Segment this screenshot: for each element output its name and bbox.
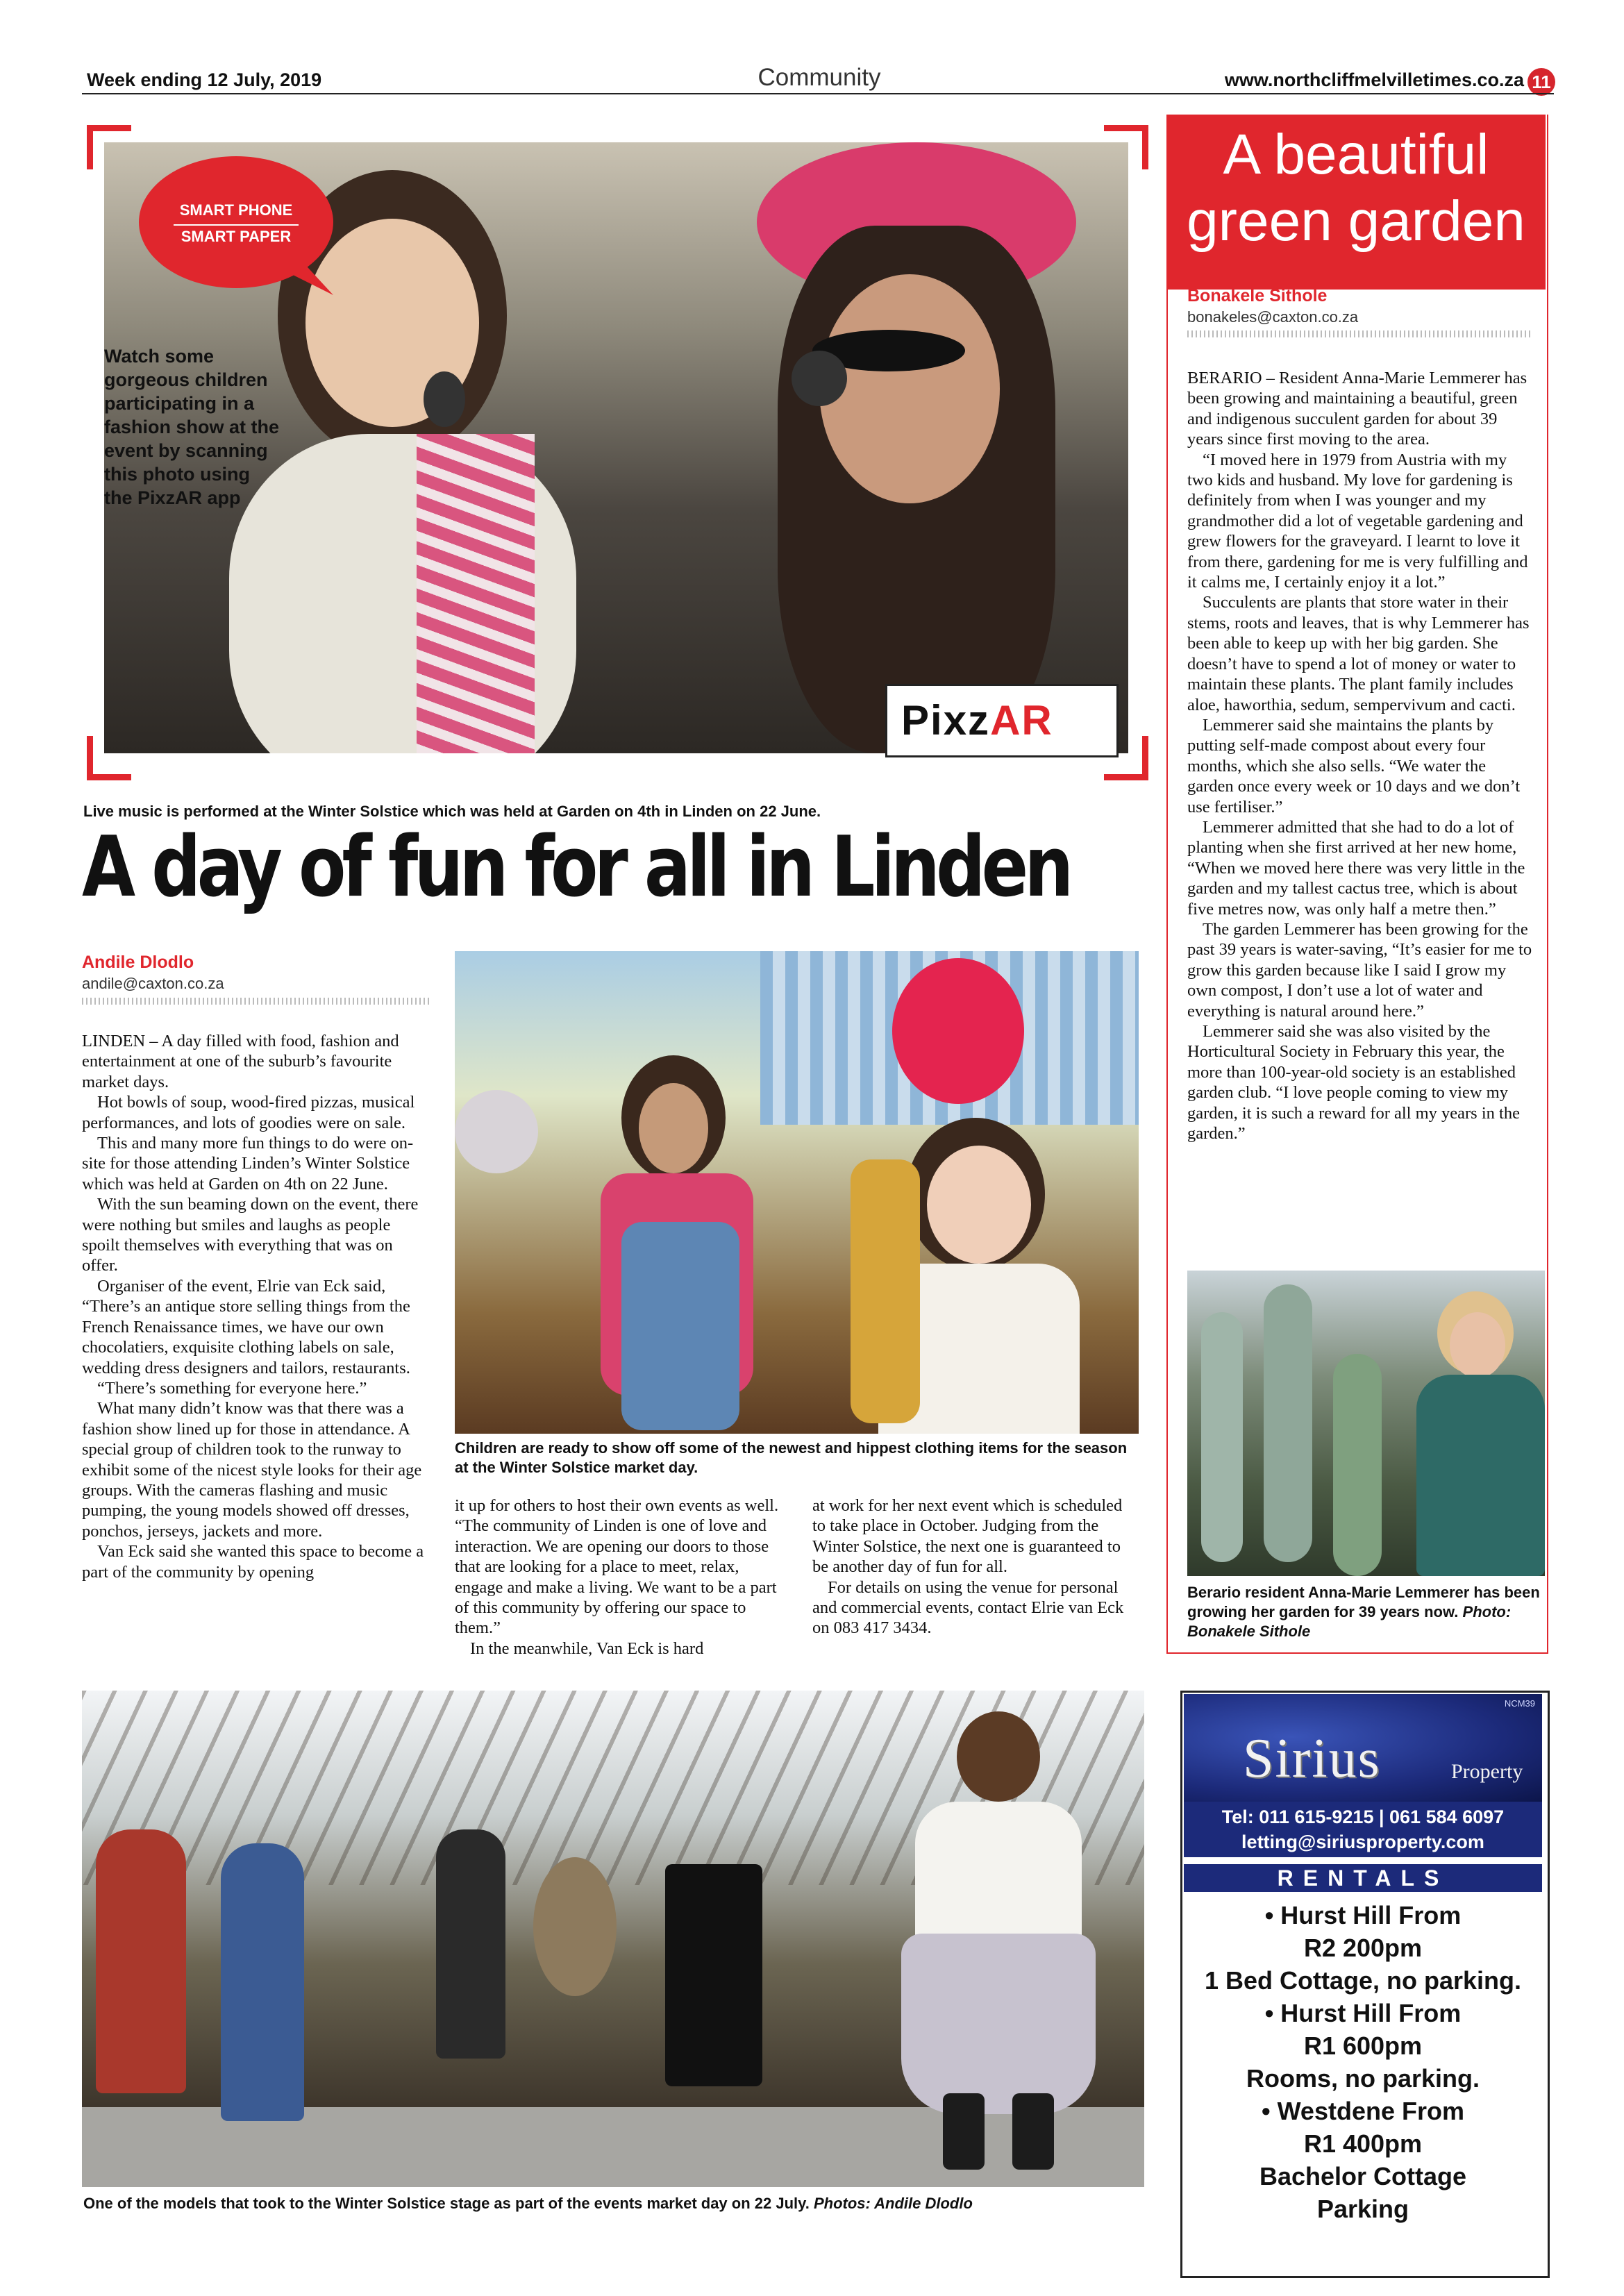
ad-rental-list <box>1184 1899 1542 2225</box>
ad-contact <box>1184 1802 1542 1857</box>
model-boot-left <box>943 2093 985 2170</box>
ar-instructions: Watch some gorgeous children participating in a fashion show at the event by scanning this photo using the PixzAR app <box>104 346 280 508</box>
logo-ar: AR <box>990 697 1053 744</box>
frame-corner-bl <box>87 736 131 780</box>
side-byline-email[interactable]: bonakeles@caxton.co.za <box>1187 308 1359 326</box>
byline-email[interactable]: andile@caxton.co.za <box>82 975 224 992</box>
paragraph: For details on using the venue for personal and commercial events, contact Elrie van Eck on 083 417 3434. <box>812 1577 1124 1638</box>
musician-left <box>436 1829 505 2059</box>
fashion-show-photo[interactable] <box>82 1691 1144 2187</box>
children-caption: Children are ready to show off some of the newest and hippest clothing items for the season at the Winter Solstice market day. <box>455 1439 1128 1476</box>
spectator-blue-shirt <box>221 1843 304 2121</box>
paragraph: “I moved here in 1979 from Austria with my two kids and husband. My love for gardening is definitely from when I was younger and my grandmother did a lot of vegetable gardening and grew flowers for the graveyard. I learnt to love it from there, gardening for me is very fulfilling and it calms me, I certainly enjoy it a lot.” <box>1187 450 1528 592</box>
fashion-show-caption <box>83 2194 1146 2213</box>
ad-rental-line: R1 600pm <box>1303 2031 1423 2060</box>
pixzar-logo[interactable] <box>885 684 1119 757</box>
paragraph: The garden Lemmerer has been growing for the past 39 years is water-saving, “It’s easier for me to grow this garden because like I said I grow my own compost, I don’t use a lot of water and everything is natural around here.” <box>1187 919 1532 1021</box>
ad-rental-line: • Westdene From <box>1262 2097 1464 2125</box>
cactus-stem-2 <box>1264 1284 1312 1562</box>
ad-rental-line: Rooms, no parking. <box>1246 2064 1480 2093</box>
ad-banner <box>1184 1694 1542 1802</box>
paragraph: In the meanwhile, Van Eck is hard <box>470 1639 704 1658</box>
ad-code: NCM39 <box>1504 1698 1535 1709</box>
paragraph: Hot bowls of soup, wood-fired pizzas, musical performances, and lots of goodies were on sale. <box>82 1093 415 1132</box>
badge-line1: SMART PHONE <box>179 201 293 219</box>
side-article-body <box>1187 368 1534 1143</box>
paragraph: LINDEN – A day filled with food, fashion and entertainment at one of the suburb’s favourite market days. <box>82 1032 399 1091</box>
ad-rental-line: Parking <box>1316 2195 1409 2223</box>
badge-line2: SMART PAPER <box>181 228 292 245</box>
paragraph: “There’s something for everyone here.” <box>97 1378 367 1398</box>
paragraph: Succulents are plants that store water in their stems, roots and leaves, that is why Lemmerer has been able to keep up with her big garden. She doesn’t have to spend a lot of money or water to maintain these plants. The plant family includes aloe, haworthia, sedum, sempervivum and cacti. <box>1187 593 1530 714</box>
paragraph: it up for others to host their own events as well. “The community of Linden is one of love and interaction. We are opening our doors to those that are looking for a place to meet, relax, engage and make a living. We want to be a part of this community by offering our space to them.” <box>455 1496 779 1638</box>
ad-telephone[interactable]: Tel: 011 615-9215 | 061 584 6097 <box>1221 1807 1505 1827</box>
section-name: Community <box>757 64 881 91</box>
ad-rental-line: 1 Bed Cottage, no parking. <box>1204 1966 1522 1995</box>
yellow-dress-child <box>851 1159 920 1423</box>
paragraph: Van Eck said she wanted this space to become a part of the community by opening <box>82 1542 424 1582</box>
spectator-red-jacket <box>96 1829 186 2093</box>
garden-photo[interactable] <box>1187 1271 1545 1576</box>
byline-divider <box>82 998 429 1005</box>
model-boot-right <box>1012 2093 1054 2170</box>
girl-face <box>639 1083 708 1173</box>
microphone-right <box>792 351 847 406</box>
woman-face <box>1450 1312 1505 1378</box>
fashion-show-caption-text: One of the models that took to the Winter Solstice stage as part of the events market day on 22 July. <box>83 2195 810 2212</box>
red-balloon <box>892 958 1024 1104</box>
garden-caption-text: Berario resident Anna-Marie Lemmerer has been growing her garden for 39 years now. <box>1187 1584 1540 1620</box>
acoustic-guitar <box>533 1857 617 1996</box>
speaker-table <box>665 1864 762 2086</box>
cactus-stem-1 <box>1201 1312 1243 1562</box>
fashion-show-photo-credit: Photos: Andile Dlodlo <box>813 2195 973 2212</box>
striped-scarf <box>417 434 535 753</box>
smart-phone-badge <box>132 153 340 299</box>
issue-date: Week ending 12 July, 2019 <box>87 69 322 90</box>
cactus-stem-3 <box>1333 1354 1382 1576</box>
model-dress-skirt <box>901 1934 1096 2114</box>
ad-rental-line: R1 400pm <box>1303 2129 1423 2158</box>
article-column-1 <box>82 1031 429 1582</box>
garden-caption <box>1187 1583 1545 1641</box>
balloon-left <box>455 1090 538 1173</box>
ad-email[interactable]: letting@siriusproperty.com <box>1241 1832 1484 1852</box>
website-url[interactable]: www.northcliffmelvilletimes.co.za <box>1224 69 1524 90</box>
paragraph: at work for her next event which is scheduled to take place in October. Judging from the Winter Solstice, the next one is guaranteed to be another day of fun for all. <box>812 1496 1123 1577</box>
paragraph: This and many more fun things to do were on-site for those attending Linden’s Winter Solstice which was held at Garden on 4th on 22 June. <box>82 1134 414 1193</box>
logo-pixz: Pixz <box>901 697 991 744</box>
singer-right-face <box>819 274 1000 503</box>
paragraph: With the sun beaming down on the event, there were nothing but smiles and laughs as people spoilt themselves with everything that was on offer. <box>82 1195 419 1275</box>
frame-corner-tl <box>87 125 131 169</box>
children-photo[interactable] <box>455 951 1139 1434</box>
frame-corner-tr <box>1104 125 1148 169</box>
ad-rentals-heading: RENTALS <box>1184 1864 1542 1892</box>
article-column-3 <box>812 1495 1139 1639</box>
paragraph: BERARIO – Resident Anna-Marie Lemmerer has been growing and maintaining a beautiful, green and indigenous succulent garden for about 39 years since first moving to the area. <box>1187 369 1527 449</box>
paragraph: Lemmerer admitted that she had to do a lot of planting when she first arrived at her new home, “When we moved here there was very little in the garden and my tallest cactus tree, which is about five metres now, was only half a metre then.” <box>1187 817 1525 919</box>
girl-blue-dress <box>621 1222 739 1430</box>
paragraph: Organiser of the event, Elrie van Eck said, “There’s an antique store selling things from the French Renaissance times, we have our own chocolatiers, exquisite clothing labels on sale, wedding dress designers and tailors, restaurants. <box>82 1276 410 1377</box>
woman-teal-shirt <box>1416 1375 1545 1576</box>
ad-brand-sub: Property <box>1451 1760 1523 1783</box>
ad-rental-line: • Hurst Hill From <box>1264 1901 1462 1929</box>
ad-rental-line: Bachelor Cottage <box>1259 2162 1467 2190</box>
ad-brand: Sirius <box>1243 1728 1381 1789</box>
model-hair <box>957 1711 1040 1802</box>
side-byline-name: Bonakele Sithole <box>1187 286 1328 305</box>
ad-rental-line: • Hurst Hill From <box>1264 1999 1462 2027</box>
ad-rental-line: R2 200pm <box>1303 1934 1423 1962</box>
article-column-2 <box>455 1495 785 1659</box>
live-music-caption: Live music is performed at the Winter Solstice which was held at Garden on 4th in Linden on 22 June. <box>83 803 821 820</box>
paragraph: Lemmerer said she maintains the plants by putting self-made compost about every four months, which she also sells. “We water the garden once every week or 10 days and we don’t use fertiliser.” <box>1187 715 1521 816</box>
paragraph: Lemmerer said she was also visited by the Horticultural Society in February this year, the more than 100-year-old society is an established garden club. “I love people coming to view my garden, it is such a reward for all my years in the garden.” <box>1187 1022 1520 1143</box>
toddler-face <box>927 1146 1031 1264</box>
garden-photo-credit: Photo: Bonakele Sithole <box>1187 1603 1512 1640</box>
headline: A day of fun for all in Linden <box>82 819 1070 916</box>
side-article-title: A beautiful green garden <box>1187 123 1525 253</box>
paragraph: What many didn’t know was that there was a fashion show lined up for those in attendance. A special group of children took to the runway to exhibit some of the nicest style looks for their age groups. With the cameras flashing and music pumping, the young models showed off dresses, ponchos, jerseys, jackets and more. <box>82 1399 422 1541</box>
header-rule <box>82 93 1554 94</box>
microphone-left <box>424 371 465 427</box>
byline-name: Andile Dlodlo <box>82 953 194 972</box>
page-number: 11 <box>1527 68 1555 96</box>
side-byline-divider <box>1187 330 1531 337</box>
